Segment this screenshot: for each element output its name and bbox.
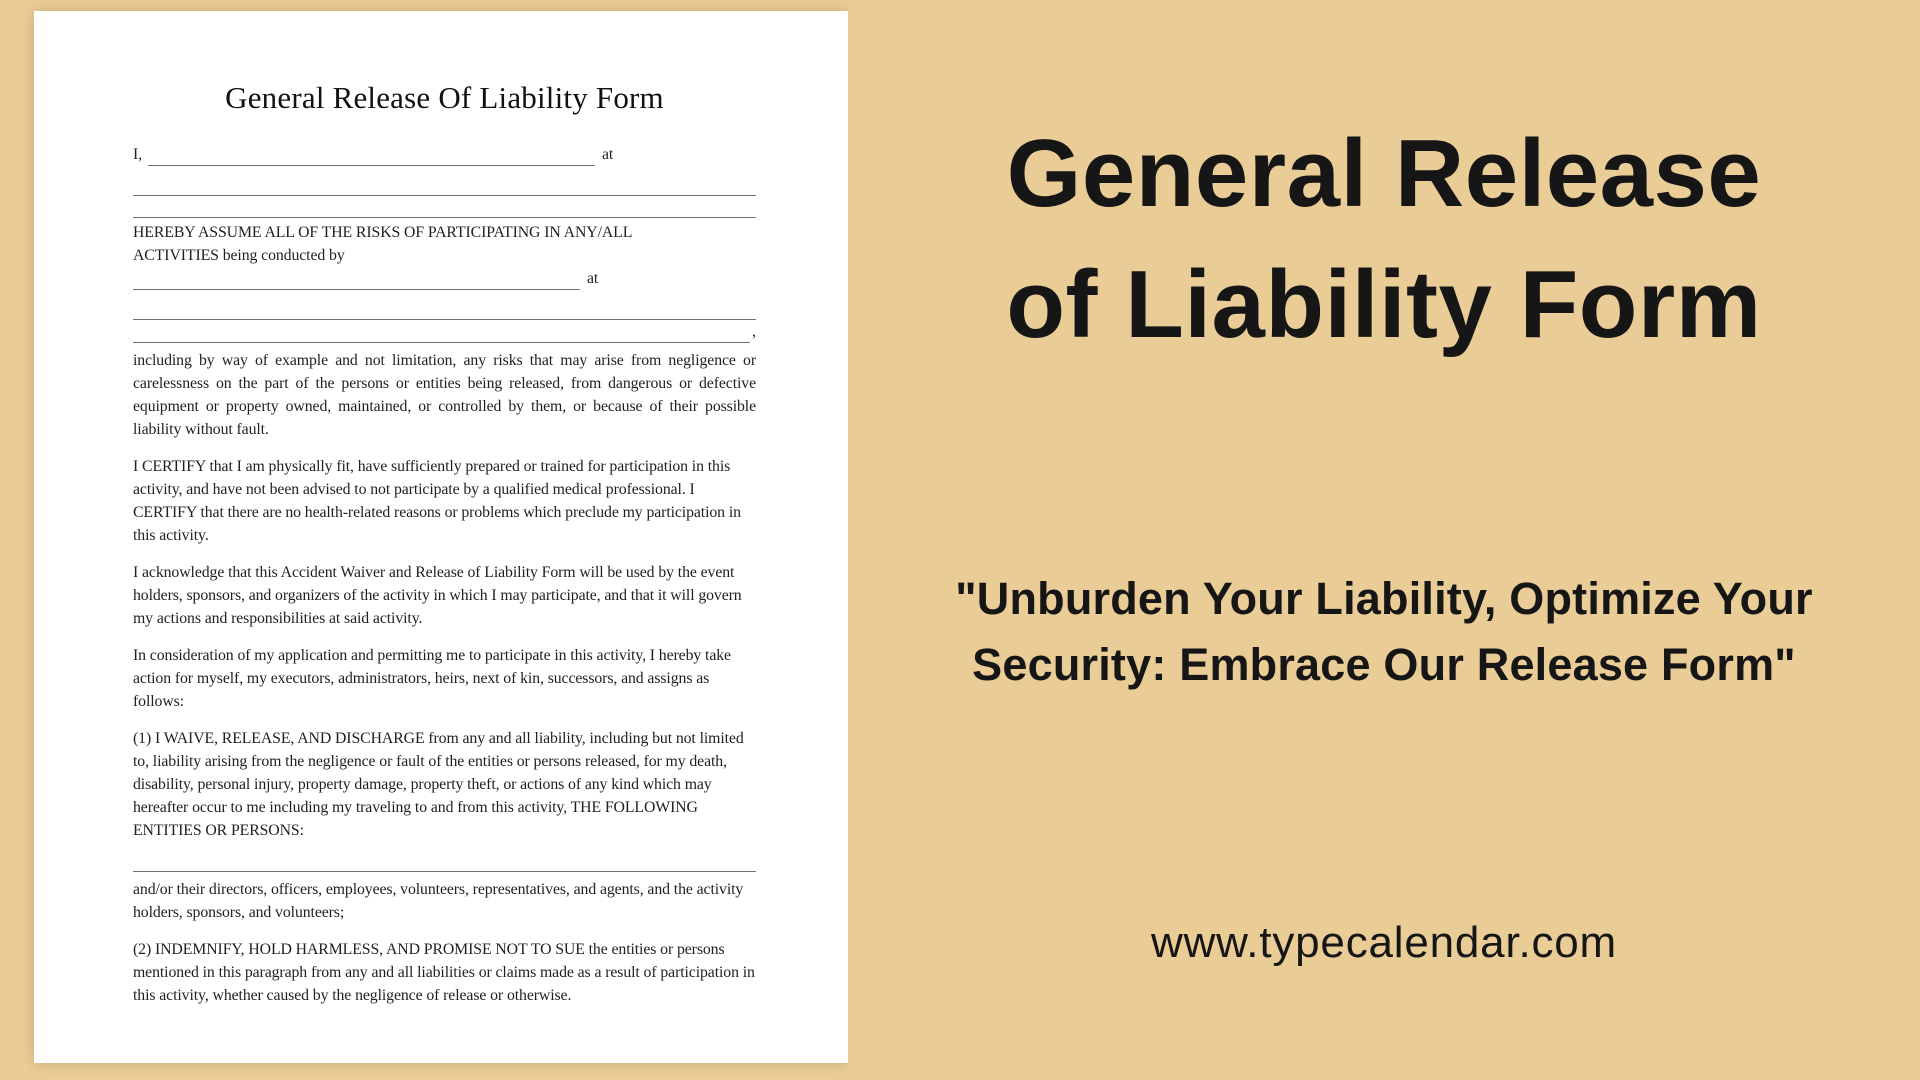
- blank-line: [133, 298, 756, 320]
- poster-website: www.typecalendar.com: [1151, 918, 1617, 967]
- document-paragraph: In consideration of my application and permitting me to participate in this activity, I hereby take action for myself, my executors, administrators, heirs, next of kin, successors, and assigns as follows:: [133, 647, 731, 710]
- comma-label: ,: [752, 323, 756, 340]
- poster-quote: "Unburden Your Liability, Optimize Your Security: Embrace Our Release Form": [955, 573, 1813, 690]
- blank-line: [133, 174, 756, 196]
- document-paragraph: and/or their directors, officers, employees, volunteers, representatives, and agents, and the activity holders, sponsors, and volunteers;: [133, 881, 744, 921]
- document-title: General Release Of Liability Form: [225, 80, 664, 115]
- poster-panel: [848, 0, 1920, 1080]
- document-paragraph: including by way of example and not limitation, any risks that may arise from negligence or carelessness on the part of the persons or entities being released, from dangerous or defective equipment or property owned, maintained, or controlled by them, or because of their possible liability without fault.: [133, 352, 756, 438]
- conducted-by-underline: [133, 267, 580, 290]
- at-label: at: [587, 270, 599, 287]
- entities-blank-line: [133, 850, 756, 872]
- poster-title: General Release of Liability Form: [1006, 120, 1762, 358]
- document-paragraph: I CERTIFY that I am physically fit, have sufficiently prepared or trained for participation in this activity, and have not been advised to not participate by a qualified medical professional. I CERTIFY that there are no health-related reasons or problems which preclude my participation in this activity.: [133, 458, 741, 544]
- at-label: at: [602, 146, 614, 163]
- blank-line: [133, 320, 750, 343]
- document-paragraph: (2) INDEMNIFY, HOLD HARMLESS, AND PROMISE NOT TO SUE the entities or persons mentioned in this paragraph from any and all liabilities or claims made as a result of participation in this activity, whether caused by the negligence of release or otherwise.: [133, 941, 755, 1004]
- document-page: [34, 11, 848, 1063]
- document-paragraph: I acknowledge that this Accident Waiver and Release of Liability Form will be used by the event holders, sponsors, and organizers of the activity in which I may participate, and that it will govern my actions and responsibilities at said activity.: [133, 564, 742, 627]
- document-hereby-text: HEREBY ASSUME ALL OF THE RISKS OF PARTICIPATING IN ANY/ALL ACTIVITIES being conducted by: [133, 224, 633, 264]
- blank-line-with-comma: [133, 320, 756, 343]
- name-field-row: [133, 143, 756, 166]
- i-label: I,: [133, 146, 143, 163]
- blank-line: [133, 196, 756, 218]
- document-paragraph: (1) I WAIVE, RELEASE, AND DISCHARGE from any and all liability, including but not limited to, liability arising from the negligence or fault of the entities or persons released, for my death, disability, personal injury, property damage, property theft, or actions of any kind which may hereafter occur to me including my traveling to and from this activity, THE FOLLOWING ENTITIES OR PERSONS:: [133, 730, 744, 839]
- conducted-by-field-row: [133, 267, 756, 290]
- name-underline: [148, 143, 595, 166]
